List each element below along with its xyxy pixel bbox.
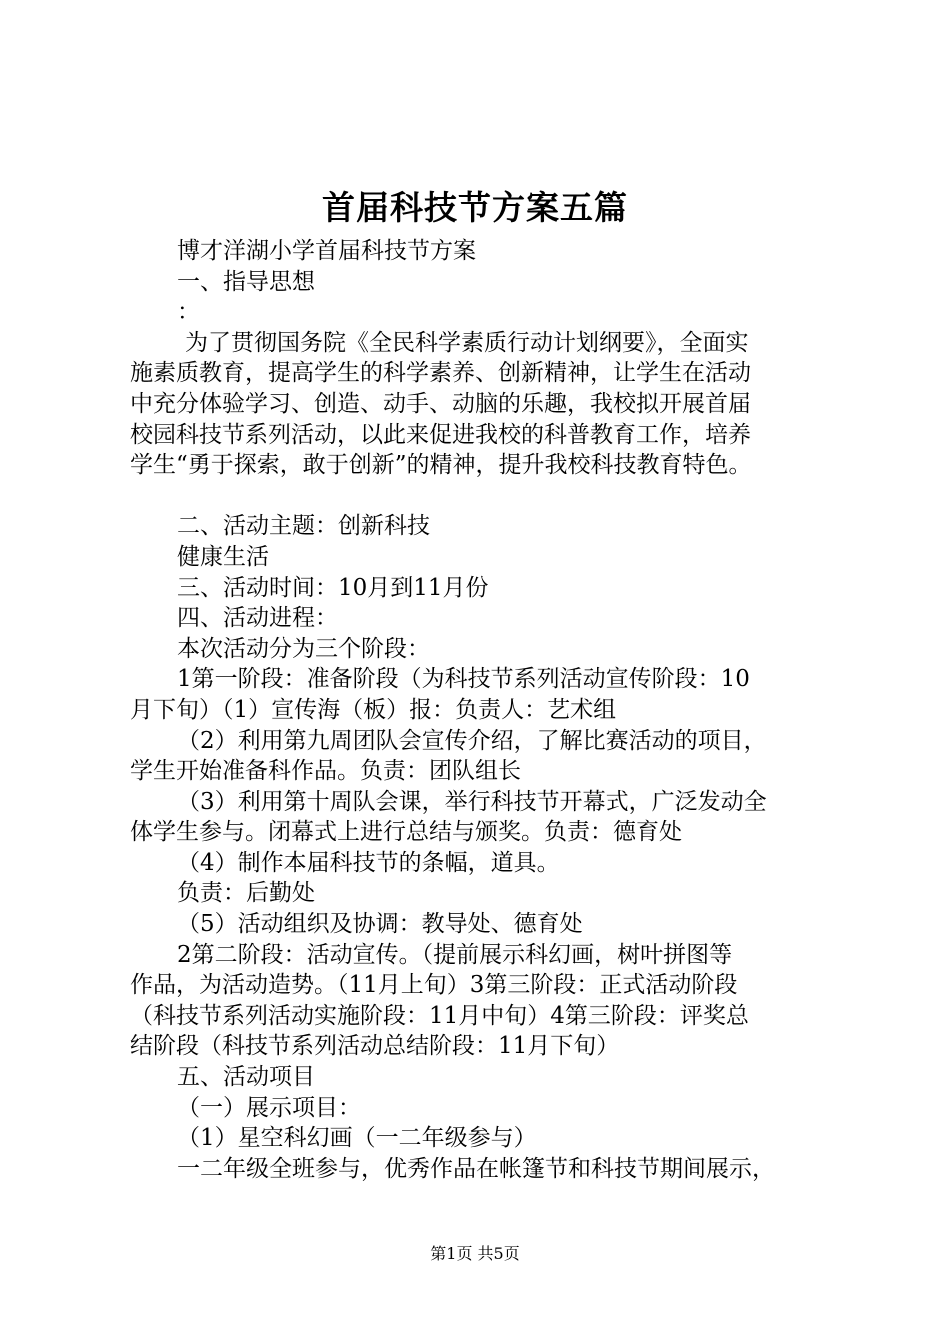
paragraph-line: 1第一阶段：准备阶段（为科技节系列活动宣传阶段：10	[177, 666, 750, 693]
document-body	[130, 236, 850, 1184]
paragraph-line: （科技节系列活动实施阶段：11月中旬）4第三阶段：评奖总	[130, 1002, 749, 1029]
paragraph-gap	[130, 481, 850, 512]
text-line: （一）展示项目：	[177, 1094, 361, 1121]
paragraph-line: （3）利用第十周队会课，举行科技节开幕式，广泛发动全	[177, 788, 767, 815]
paragraph-line: 作品，为活动造势。（11月上旬）3第三阶段：正式活动阶段	[130, 972, 738, 999]
paragraph-line: 一二年级全班参与，优秀作品在帐篷节和科技节期间展示，	[177, 1155, 775, 1182]
text-line: 健康生活	[177, 543, 269, 570]
paragraph-line: 学生“勇于探索，敢于创新”的精神，提升我校科技教育特色。	[130, 452, 752, 479]
paragraph-line: 中充分体验学习、创造、动手、动脑的乐趣，我校拟开展首届	[130, 390, 751, 417]
paragraph-line: 结阶段（科技节系列活动总结阶段：11月下旬）	[130, 1033, 620, 1060]
paragraph-line: 月下旬）（1）宣传海（板）报：负责人：艺术组	[130, 696, 617, 723]
paragraph-line: 为了贯彻国务院《全民科学素质行动计划纲要》，全面实	[185, 329, 749, 356]
paragraph-line: 体学生参与。闭幕式上进行总结与颁奖。负责：德育处	[130, 819, 682, 846]
text-line: 负责：后勤处	[177, 880, 315, 907]
paragraph-line: （2）利用第九周团队会宣传介绍，了解比赛活动的项目，	[177, 727, 767, 754]
text-line: （1）星空科幻画（一二年级参与）	[177, 1125, 537, 1152]
paragraph-line: 2第二阶段：活动宣传。（提前展示科幻画，树叶拼图等	[177, 941, 733, 968]
text-line: ：	[177, 299, 200, 326]
text-line: 博才洋湖小学首届科技节方案	[177, 238, 476, 264]
section-heading: 二、活动主题：创新科技	[177, 513, 430, 540]
paragraph-line: 施素质教育，提高学生的科学素养、创新精神，让学生在活动	[130, 360, 751, 387]
section-heading: 一、指导思想	[177, 268, 315, 295]
paragraph-line: 学生开始准备科作品。负责：团队组长	[130, 758, 521, 785]
section-heading: 五、活动项目	[177, 1064, 315, 1091]
document-title: 首届科技节方案五篇	[322, 188, 628, 227]
text-line: （5）活动组织及协调：教导处、德育处	[177, 911, 583, 938]
section-heading: 四、活动进程：	[177, 605, 338, 632]
paragraph-line: 校园科技节系列活动，以此来促进我校的科普教育工作，培养	[130, 421, 751, 448]
page-number-footer: 第1页 共5页	[430, 1244, 520, 1263]
text-line: 本次活动分为三个阶段：	[177, 635, 430, 662]
text-line: （4）制作本届科技节的条幅，道具。	[177, 849, 560, 876]
section-heading: 三、活动时间：10月到11月份	[177, 574, 489, 601]
